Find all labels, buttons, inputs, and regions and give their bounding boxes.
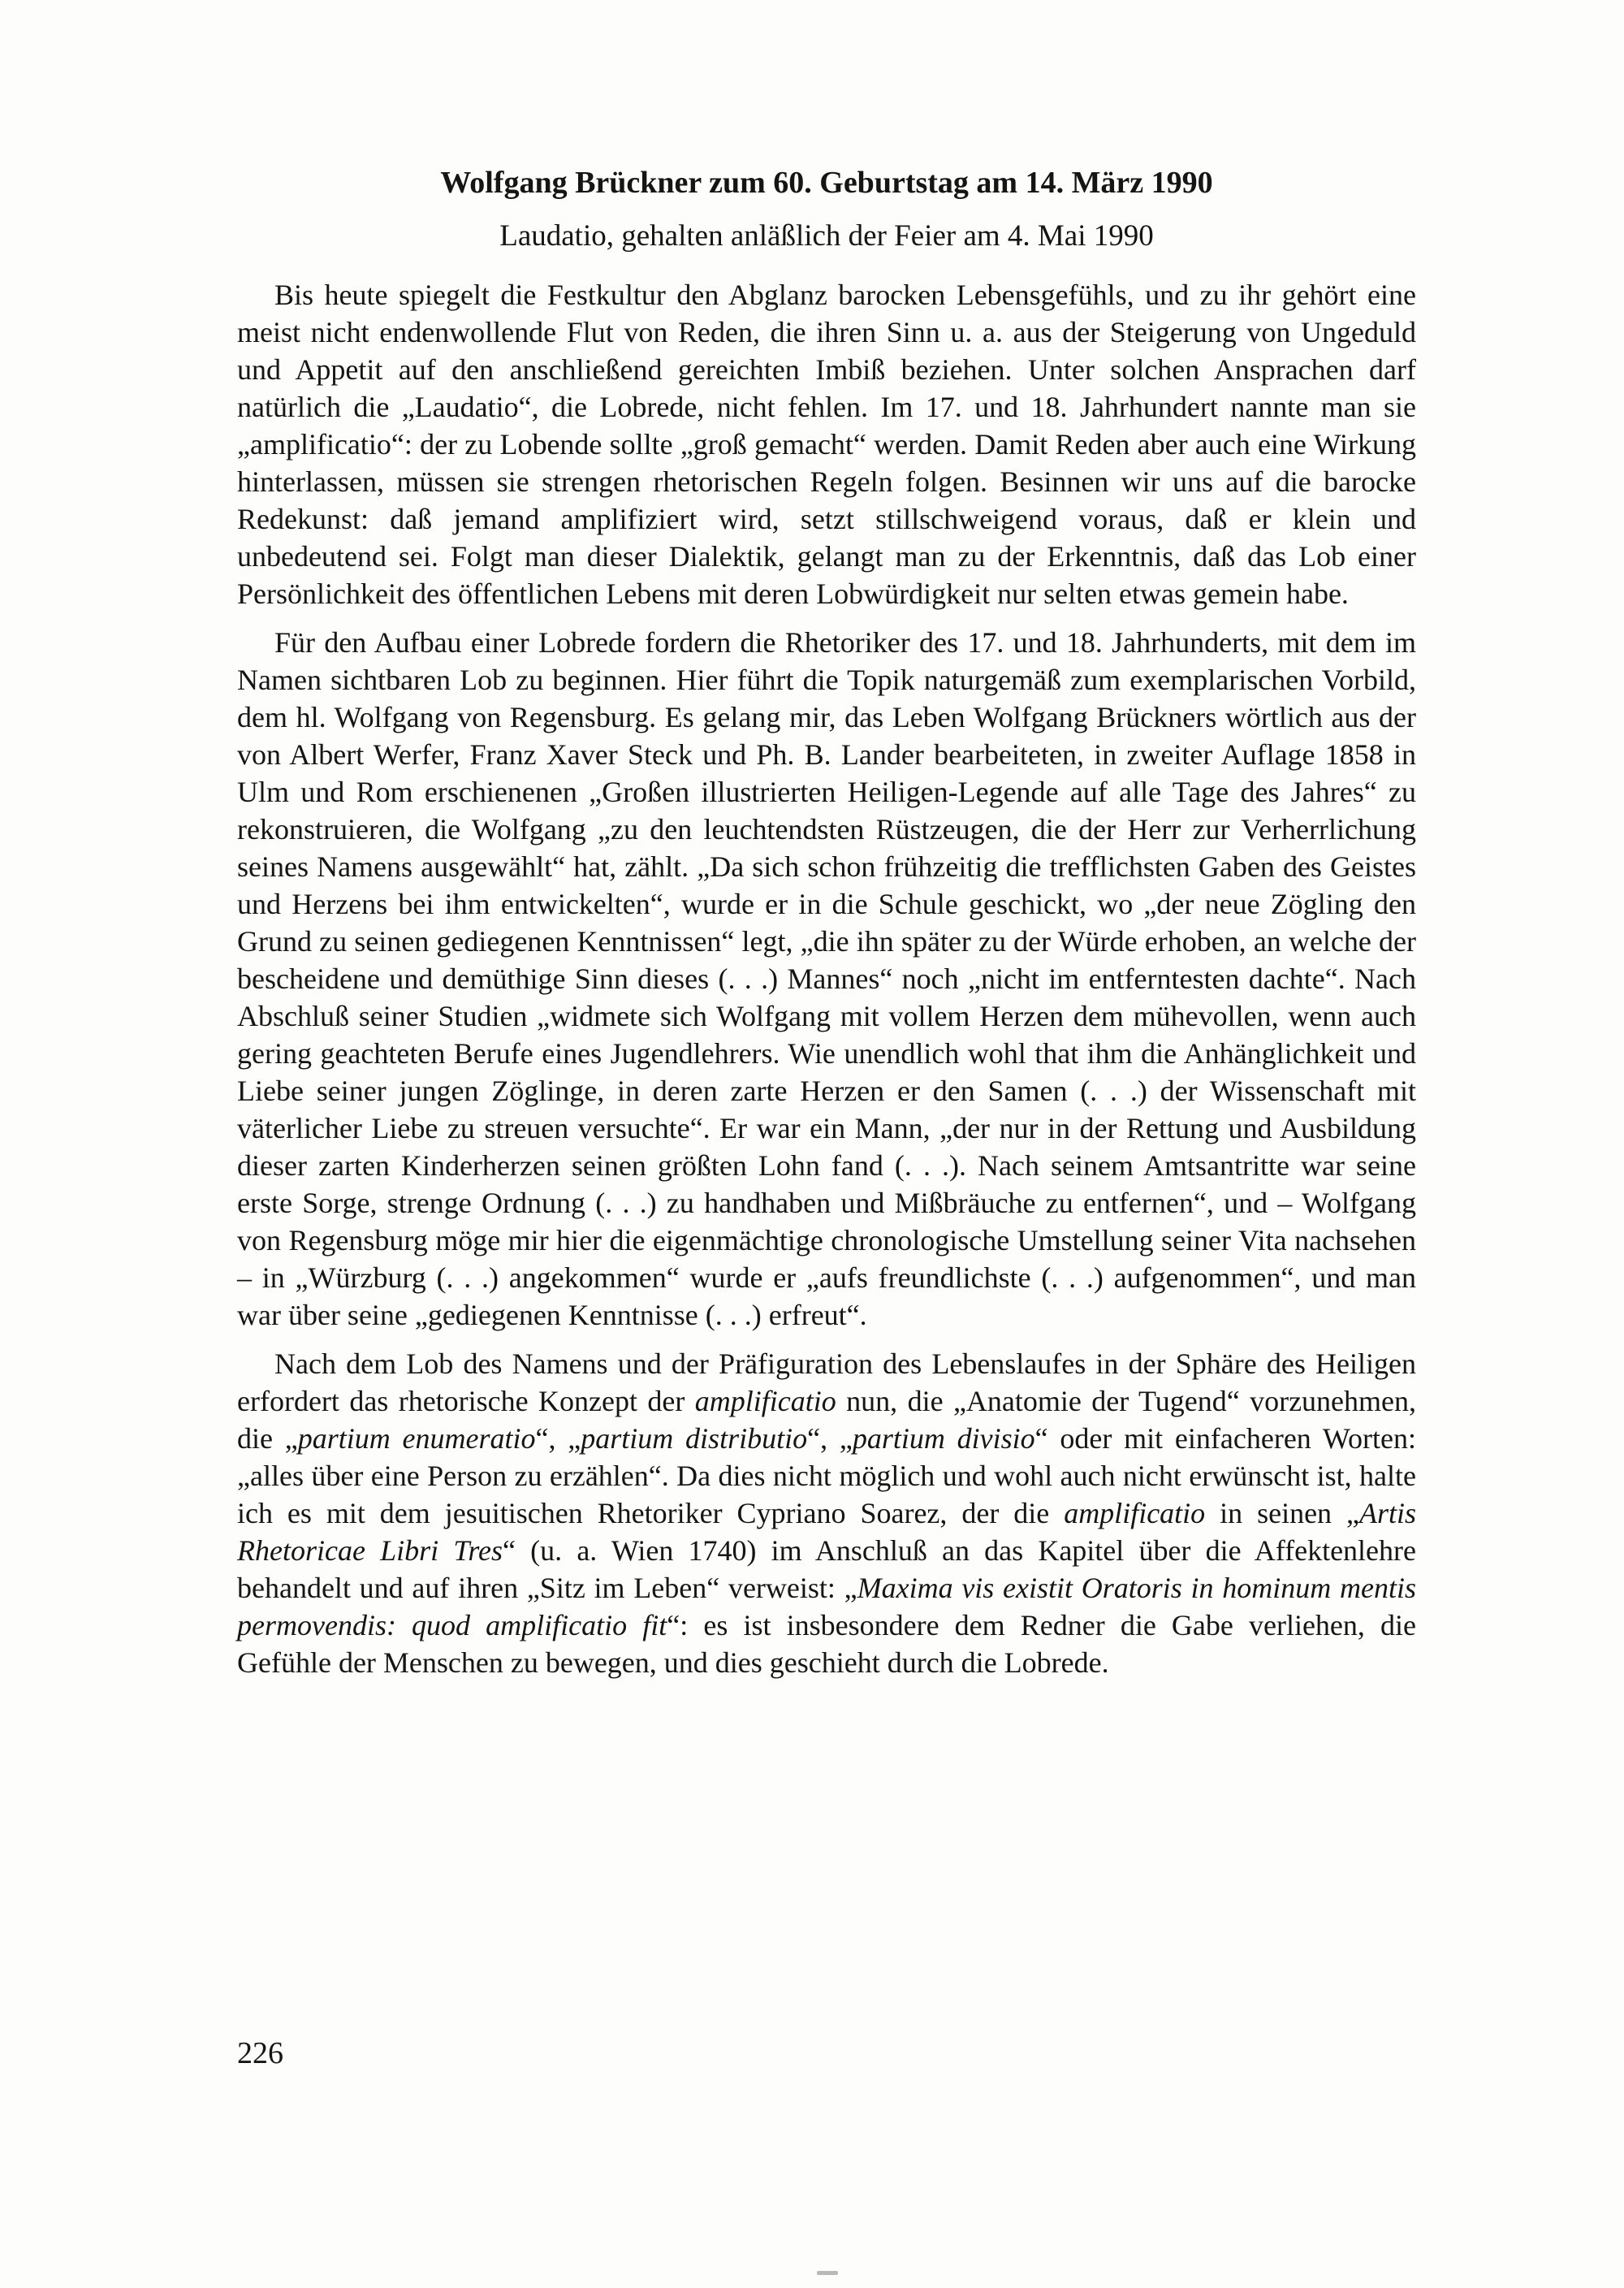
paragraph-list: [237, 276, 1416, 1681]
paragraph: Nach dem Lob des Namens und der Präfiguration des Lebenslaufes in der Sphäre des Heiligen erfordert das rhetorische Konzept der amplificatio nun, die „Anatomie der Tugend“ vorzunehmen, die „partium enumeratio“, „partium distributio“, „partium divisio“ oder mit einfacheren Worten: „alles über eine Person zu erzählen“. Da dies nicht möglich und wohl auch nicht erwünscht ist, halte ich es mit dem jesuitischen Rhetoriker Cypriano Soarez, der die amplificatio in seinen „Artis Rhetoricae Libri Tres“ (u. a. Wien 1740) im Anschluß an das Kapitel über die Affektenlehre behandelt und auf ihren „Sitz im Leben“ verweist: „Maxima vis existit Oratoris in hominum mentis permovendis: quod amplificatio fit“: es ist insbesondere dem Redner die Gabe verliehen, die Gefühle der Menschen zu bewegen, und dies geschieht durch die Lobrede.: [237, 1347, 1417, 1679]
text-block: [237, 164, 1416, 1693]
document-subtitle: Laudatio, gehalten anläßlich der Feier am 4. Mai 1990: [499, 219, 1154, 253]
document-title: Wolfgang Brückner zum 60. Geburtstag am 14. März 1990: [440, 166, 1213, 200]
scan-artifact-mark: [817, 2271, 838, 2275]
paragraph: Bis heute spiegelt die Festkultur den Abglanz barocken Lebensgefühls, und zu ihr gehört eine meist nicht endenwollende Flut von Reden, die ihren Sinn u. a. aus der Steigerung von Ungeduld und Appetit auf den anschließend gereichten Imbiß beziehen. Unter solchen Ansprachen darf natürlich die „Laudatio“, die Lobrede, nicht fehlen. Im 17. und 18. Jahrhundert nannte man sie „amplificatio“: der zu Lobende sollte „groß gemacht“ werden. Damit Reden aber auch eine Wirkung hinterlassen, müssen sie strengen rhetorischen Regeln folgen. Besinnen wir uns auf die barocke Redekunst: daß jemand amplifiziert wird, setzt stillschweigend voraus, daß er klein und unbedeutend sei. Folgt man dieser Dialektik, gelangt man zu der Erkenntnis, daß das Lob einer Persönlichkeit des öffentlichen Lebens mit deren Lobwürdigkeit nur selten etwas gemein habe.: [237, 279, 1416, 610]
page-number: 226: [237, 2036, 283, 2070]
paragraph: Für den Aufbau einer Lobrede fordern die Rhetoriker des 17. und 18. Jahrhunderts, mit dem im Namen sichtbaren Lob zu beginnen. Hier führt die Topik naturgemäß zum exemplarischen Vorbild, dem hl. Wolfgang von Regensburg. Es gelang mir, das Leben Wolfgang Brückners wörtlich aus der von Albert Werfer, Franz Xaver Steck und Ph. B. Lander bearbeiteten, in zweiter Auflage 1858 in Ulm und Rom erschienenen „Großen illustrierten Heiligen-Legende auf alle Tage des Jahres“ zu rekonstruieren, die Wolfgang „zu den leuchtendsten Rüstzeugen, die der Herr zur Verherrlichung seines Namens ausgewählt“ hat, zählt. „Da sich schon frühzeitig die trefflichsten Gaben des Geistes und Herzens bei ihm entwickelten“, wurde er in die Schule geschickt, wo „der neue Zögling den Grund zu seinen gediegenen Kenntnissen“ legt, „die ihn später zu der Würde erhoben, an welche der bescheidene und demüthige Sinn dieses (. . .) Mannes“ noch „nicht im entferntesten dachte“. Nach Abschluß seiner Studien „widmete sich Wolfgang mit vollem Herzen dem mühevollen, wenn auch gering geachteten Berufe eines Jugendlehrers. Wie unendlich wohl that ihm die Anhänglichkeit und Liebe seiner jungen Zöglinge, in deren zarte Herzen er den Samen (. . .) der Wissenschaft mit väterlicher Liebe zu streuen versuchte“. Er war ein Mann, „der nur in der Rettung und Ausbildung dieser zarten Kinderherzen seinen größten Lohn fand (. . .). Nach seinem Amtsantritte war seine erste Sorge, strenge Ordnung (. . .) zu handhaben und Mißbräuche zu entfernen“, und – Wolfgang von Regensburg möge mir hier die eigenmächtige chronologische Umstellung seiner Vita nachsehen – in „Würzburg (. . .) angekommen“ wurde er „aufs freundlichste (. . .) aufgenommen“, und man war über seine „gediegenen Kenntnisse (. . .) erfreut“.: [237, 626, 1416, 1331]
